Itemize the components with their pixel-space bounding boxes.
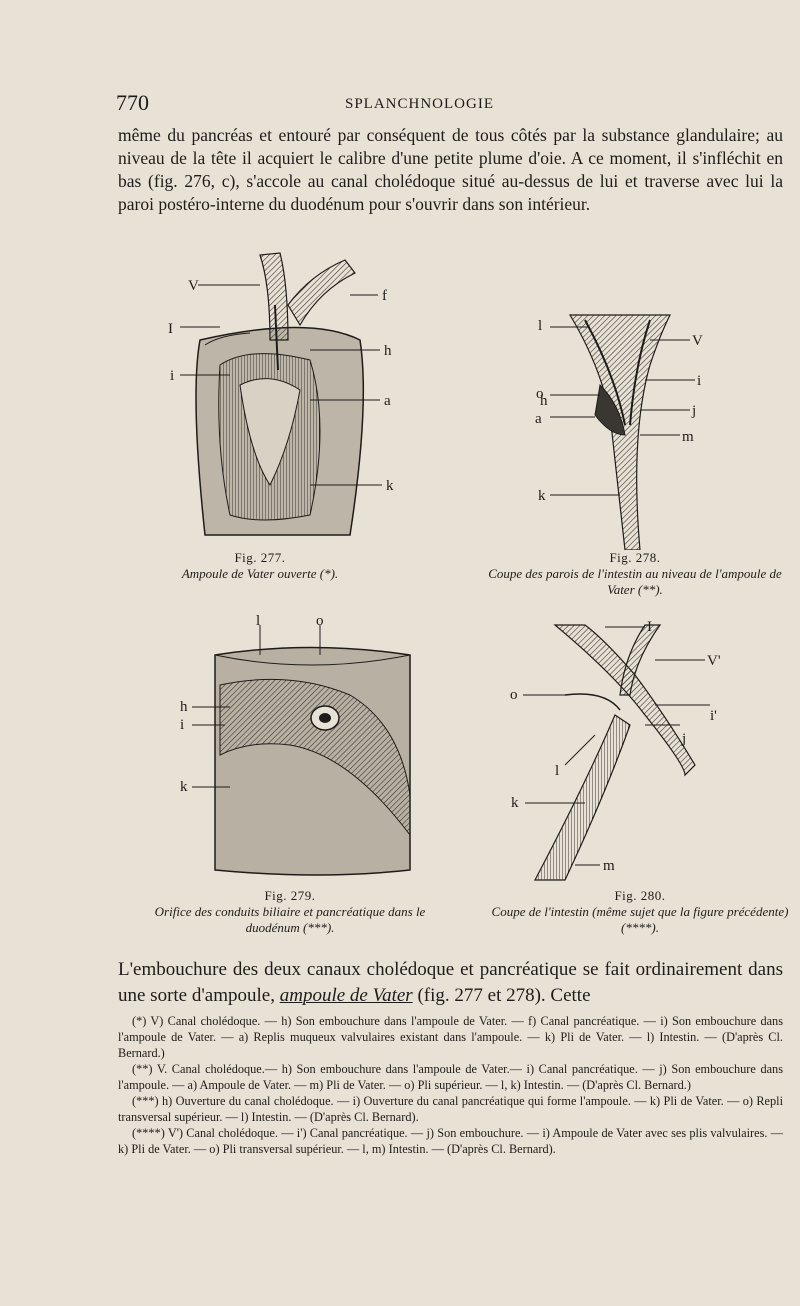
figure-279 xyxy=(170,615,430,885)
fig279-label-o: o xyxy=(316,615,324,629)
fig278-label-i: i xyxy=(697,373,702,389)
figure-277 xyxy=(160,245,410,550)
caption-279 xyxy=(140,888,440,936)
paragraph-2 xyxy=(118,957,783,1009)
caption-280-text: Coupe de l'intestin (même sujet que la figure précédente) (****). xyxy=(491,904,789,935)
caption-280-number: Fig. 280. xyxy=(614,888,666,903)
caption-278-text: Coupe des parois de l'intestin au niveau de l'ampoule de Vater (**). xyxy=(488,566,782,597)
footnote-2: (**) V. Canal cholédoque.— h) Son embouchure dans l'ampoule de Vater.— i) Canal pancréatique. — j) Son embouchure dans l'ampoule. — a) Ampoule de Vater. — m) Pli de Vater. — o) Pli supérieur. — l, k) Intestin. — (D'après Cl. Bernard.) xyxy=(118,1062,783,1092)
figure-280-illustration xyxy=(505,615,735,885)
fig280-label-V: V' xyxy=(707,653,721,669)
fig278-label-l: l xyxy=(538,318,543,334)
page-number: 770 xyxy=(116,90,149,115)
fig278-label-o: o xyxy=(536,386,544,402)
caption-278-number: Fig. 278. xyxy=(609,550,661,565)
paragraph-2-part2: (fig. 277 et 278). Cette xyxy=(412,985,591,1006)
fig280-label-o: o xyxy=(510,687,518,703)
figure-277-illustration xyxy=(160,245,410,545)
figure-280 xyxy=(505,615,735,890)
footnote-1: (*) V) Canal cholédoque. — h) Son embouchure dans l'ampoule de Vater. — f) Canal pancréatique. — i) Son embouchure dans l'ampoule de Vater. — a) Replis muqueux valvulaires existant dans l'ampoule. — k) Pli de Vater. — l) Intestin. — (D'après Cl. Bernard.) xyxy=(118,1014,783,1060)
fig277-label-V: V xyxy=(188,278,199,294)
fig277-label-k: k xyxy=(386,478,394,494)
caption-280 xyxy=(490,888,790,936)
caption-277-number: Fig. 277. xyxy=(234,550,286,565)
paragraph-2-term: ampoule de Vater xyxy=(279,985,413,1006)
paragraph-1: même du pancréas et entouré par conséquent de tous côtés par la substance glandulaire; au niveau de la tête il acquiert le calibre d'une petite plume d'oie. A ce moment, il s'infléchit en bas (fig. 276, c), s'accole au canal cholédoque situé au-dessus de lui et traverse avec lui la paroi postéro-interne du duodénum pour s'ouvrir dans son intérieur. xyxy=(118,125,783,214)
fig280-label-l: l xyxy=(555,763,560,779)
running-title: SPLANCHNOLOGIE xyxy=(345,96,494,112)
fig277-label-h: h xyxy=(384,343,392,359)
footnote-4: (****) V') Canal cholédoque. — i') Canal pancréatique. — j) Son embouchure. — i) Ampoule de Vater avec ses plis valvulaires. — k) Pli de Vater. — o) Pli transversal supérieur. — l, m) Intestin. — (D'après Cl. Bernard). xyxy=(118,1126,783,1156)
fig279-label-k: k xyxy=(180,779,188,795)
fig278-label-h: h xyxy=(540,393,548,409)
fig277-label-i: i xyxy=(170,368,175,384)
fig278-label-k: k xyxy=(538,488,546,504)
fig277-label-a: a xyxy=(384,393,391,409)
caption-277-text: Ampoule de Vater ouverte (*). xyxy=(181,566,339,581)
fig280-label-m: m xyxy=(603,858,615,874)
fig279-label-h: h xyxy=(180,699,188,715)
footnote-3: (***) h) Ouverture du canal cholédoque. — i) Ouverture du canal pancréatique qui forme l'ampoule. — k) Pli de Vater. — o) Repli transversal supérieur. — l) Intestin. — (D'après Cl. Bernard). xyxy=(118,1094,783,1124)
footnotes xyxy=(118,1013,783,1157)
figure-278 xyxy=(530,305,710,555)
fig278-label-j: j xyxy=(692,403,697,419)
caption-279-number: Fig. 279. xyxy=(264,888,316,903)
figure-279-illustration xyxy=(170,615,430,880)
fig279-label-l: l xyxy=(256,615,261,629)
caption-279-text: Orifice des conduits biliaire et pancréatique dans le duodénum (***). xyxy=(154,904,426,935)
fig280-label-j: j xyxy=(682,731,687,747)
figure-278-illustration xyxy=(530,305,710,550)
paragraph-2-part1: L'embouchure des deux canaux cholédoque et pancréatique se fait ordinairement dans une sorte d'ampoule, xyxy=(118,959,783,1006)
fig280-label-I: I xyxy=(647,619,652,635)
caption-278 xyxy=(485,550,785,598)
fig278-label-m: m xyxy=(682,429,694,445)
fig280-label-k: k xyxy=(511,795,519,811)
fig278-label-a: a xyxy=(535,411,542,427)
caption-277 xyxy=(140,550,380,582)
fig280-label-i: i' xyxy=(710,708,717,724)
fig279-label-i: i xyxy=(180,717,185,733)
fig277-label-f: f xyxy=(382,288,387,304)
fig277-label-I: I xyxy=(168,321,173,337)
fig278-label-V: V xyxy=(692,333,703,349)
